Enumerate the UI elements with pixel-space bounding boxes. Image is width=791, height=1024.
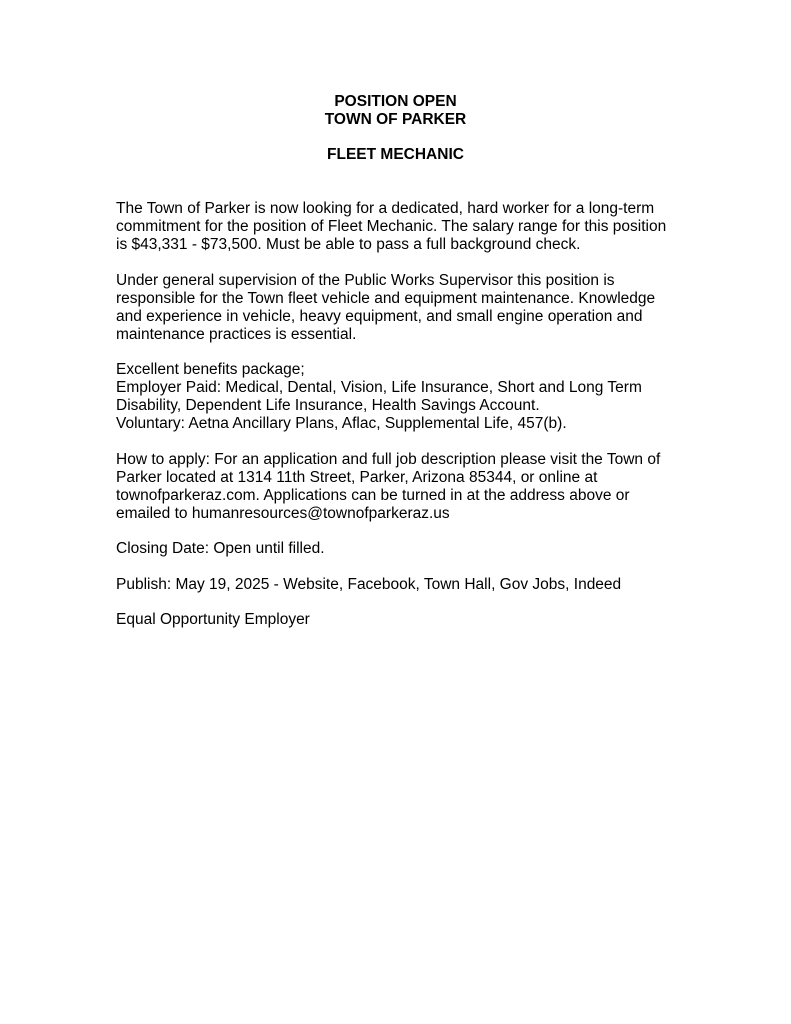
text-line: Parker located at 1314 11th Street, Parker, Arizona 85344, or online at	[116, 468, 598, 486]
text-line: Voluntary: Aetna Ancillary Plans, Aflac, Supplemental Life, 457(b).	[116, 415, 567, 432]
text-line: How to apply: For an application and full job description please visit the Town of	[116, 450, 661, 468]
benefits-paragraph	[116, 361, 676, 433]
publish-paragraph	[116, 576, 676, 594]
intro-paragraph	[116, 200, 676, 254]
how-to-apply-paragraph	[116, 451, 676, 523]
text-line: townofparkeraz.com. Applications can be turned in at the address above or	[116, 486, 630, 504]
text-line: commitment for the position of Fleet Mechanic. The salary range for this position	[116, 218, 667, 235]
text-line: The Town of Parker is now looking for a dedicated, hard worker for a long-term	[116, 200, 655, 217]
duties-paragraph	[116, 272, 676, 344]
text-line: and experience in vehicle, heavy equipment, and small engine operation and	[116, 307, 643, 325]
text-line: maintenance practices is essential.	[116, 325, 357, 343]
text-line: is $43,331 - $73,500. Must be able to pass a full background check.	[116, 236, 581, 253]
header-position-open: POSITION OPEN	[334, 93, 457, 110]
closing-date-paragraph	[116, 540, 676, 558]
text-line: Equal Opportunity Employer	[116, 611, 310, 628]
text-line: emailed to humanresources@townofparkeraz.us	[116, 504, 450, 522]
text-line: Under general supervision of the Public Works Supervisor this position is	[116, 271, 615, 289]
header-town-name: TOWN OF PARKER	[324, 110, 467, 128]
eoe-paragraph	[116, 611, 676, 629]
text-line: Excellent benefits package;	[116, 361, 305, 378]
text-line: Disability, Dependent Life Insurance, Health Savings Account.	[116, 397, 540, 414]
text-line: Closing Date: Open until filled.	[116, 540, 325, 557]
text-line: Employer Paid: Medical, Dental, Vision, Life Insurance, Short and Long Term	[116, 379, 642, 396]
document-body	[116, 200, 676, 647]
text-line: responsible for the Town fleet vehicle and equipment maintenance. Knowledge	[116, 289, 656, 307]
text-line: Publish: May 19, 2025 - Website, Facebook, Town Hall, Gov Jobs, Indeed	[116, 575, 622, 593]
document-header	[0, 93, 791, 164]
job-title: FLEET MECHANIC	[327, 146, 464, 163]
